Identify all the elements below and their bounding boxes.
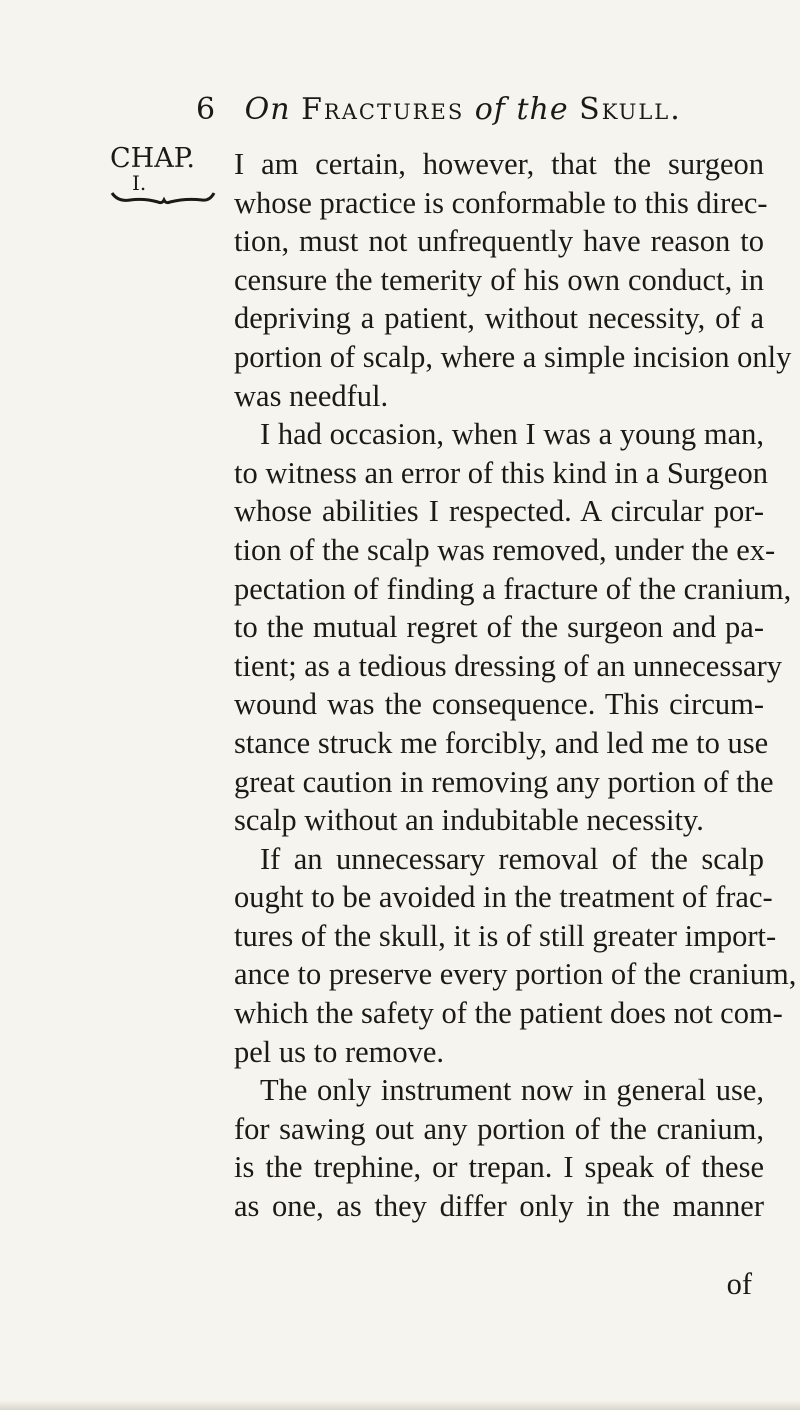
- page-number: 6: [196, 92, 217, 127]
- header-of-the: of the: [474, 92, 569, 127]
- text-line: If an unnecessary removal of the scalp: [260, 841, 764, 876]
- text-line: which the safety of the patient does not com-: [234, 996, 783, 1031]
- text-line: depriving a patient, without necessity, of a: [234, 301, 764, 336]
- text-line: The only instrument now in general use,: [260, 1073, 764, 1108]
- text-line: censure the temerity of his own conduct, in: [234, 262, 764, 297]
- chapter-marginal-note: [110, 144, 216, 206]
- running-header: [196, 92, 682, 127]
- text-line: tion, must not unfrequently have reason to: [234, 224, 764, 259]
- text-line: to witness an error of this kind in a Surgeon: [234, 455, 768, 490]
- text-line: whose abilities I respected. A circular por-: [234, 494, 764, 529]
- text-line: whose practice is conformable to this direc-: [234, 185, 768, 220]
- text-line: was needful.: [234, 378, 389, 413]
- brace-ornament-icon: [110, 190, 216, 206]
- body-text: [234, 145, 797, 1226]
- chapter-label: CHAP.: [110, 143, 195, 174]
- page-bottom-edge: [0, 1400, 800, 1410]
- text-line: tures of the skull, it is of still greater import-: [234, 918, 777, 953]
- text-line: tient; as a tedious dressing of an unnecessary: [234, 648, 783, 683]
- chapter-number: I.: [132, 171, 147, 195]
- text-line: portion of scalp, where a simple incision only: [234, 339, 792, 374]
- header-on: On: [244, 92, 291, 127]
- text-line: is the trephine, or trepan. I speak of these: [234, 1150, 764, 1185]
- text-line: scalp without an indubitable necessity.: [234, 803, 704, 838]
- text-line: pectation of finding a fracture of the cranium,: [234, 571, 792, 606]
- header-skull: Skull.: [579, 92, 682, 127]
- text-line: to the mutual regret of the surgeon and pa-: [234, 610, 764, 645]
- text-line: pel us to remove.: [234, 1034, 445, 1069]
- text-line: great caution in removing any portion of the: [234, 764, 774, 799]
- text-line: tion of the scalp was removed, under the ex-: [234, 532, 776, 567]
- catchword: of: [726, 1267, 752, 1301]
- text-line: for sawing out any portion of the cranium,: [234, 1111, 764, 1146]
- text-line: wound was the consequence. This circum-: [234, 687, 764, 722]
- text-line: ought to be avoided in the treatment of frac-: [234, 880, 773, 915]
- text-line: as one, as they differ only in the manner: [234, 1189, 764, 1224]
- text-line: ance to preserve every portion of the cranium,: [234, 957, 797, 992]
- header-fractures: Fractures: [301, 92, 465, 127]
- text-line: I am certain, however, that the surgeon: [234, 147, 764, 181]
- text-line: I had occasion, when I was a young man,: [260, 417, 764, 452]
- text-line: stance struck me forcibly, and led me to use: [234, 725, 769, 760]
